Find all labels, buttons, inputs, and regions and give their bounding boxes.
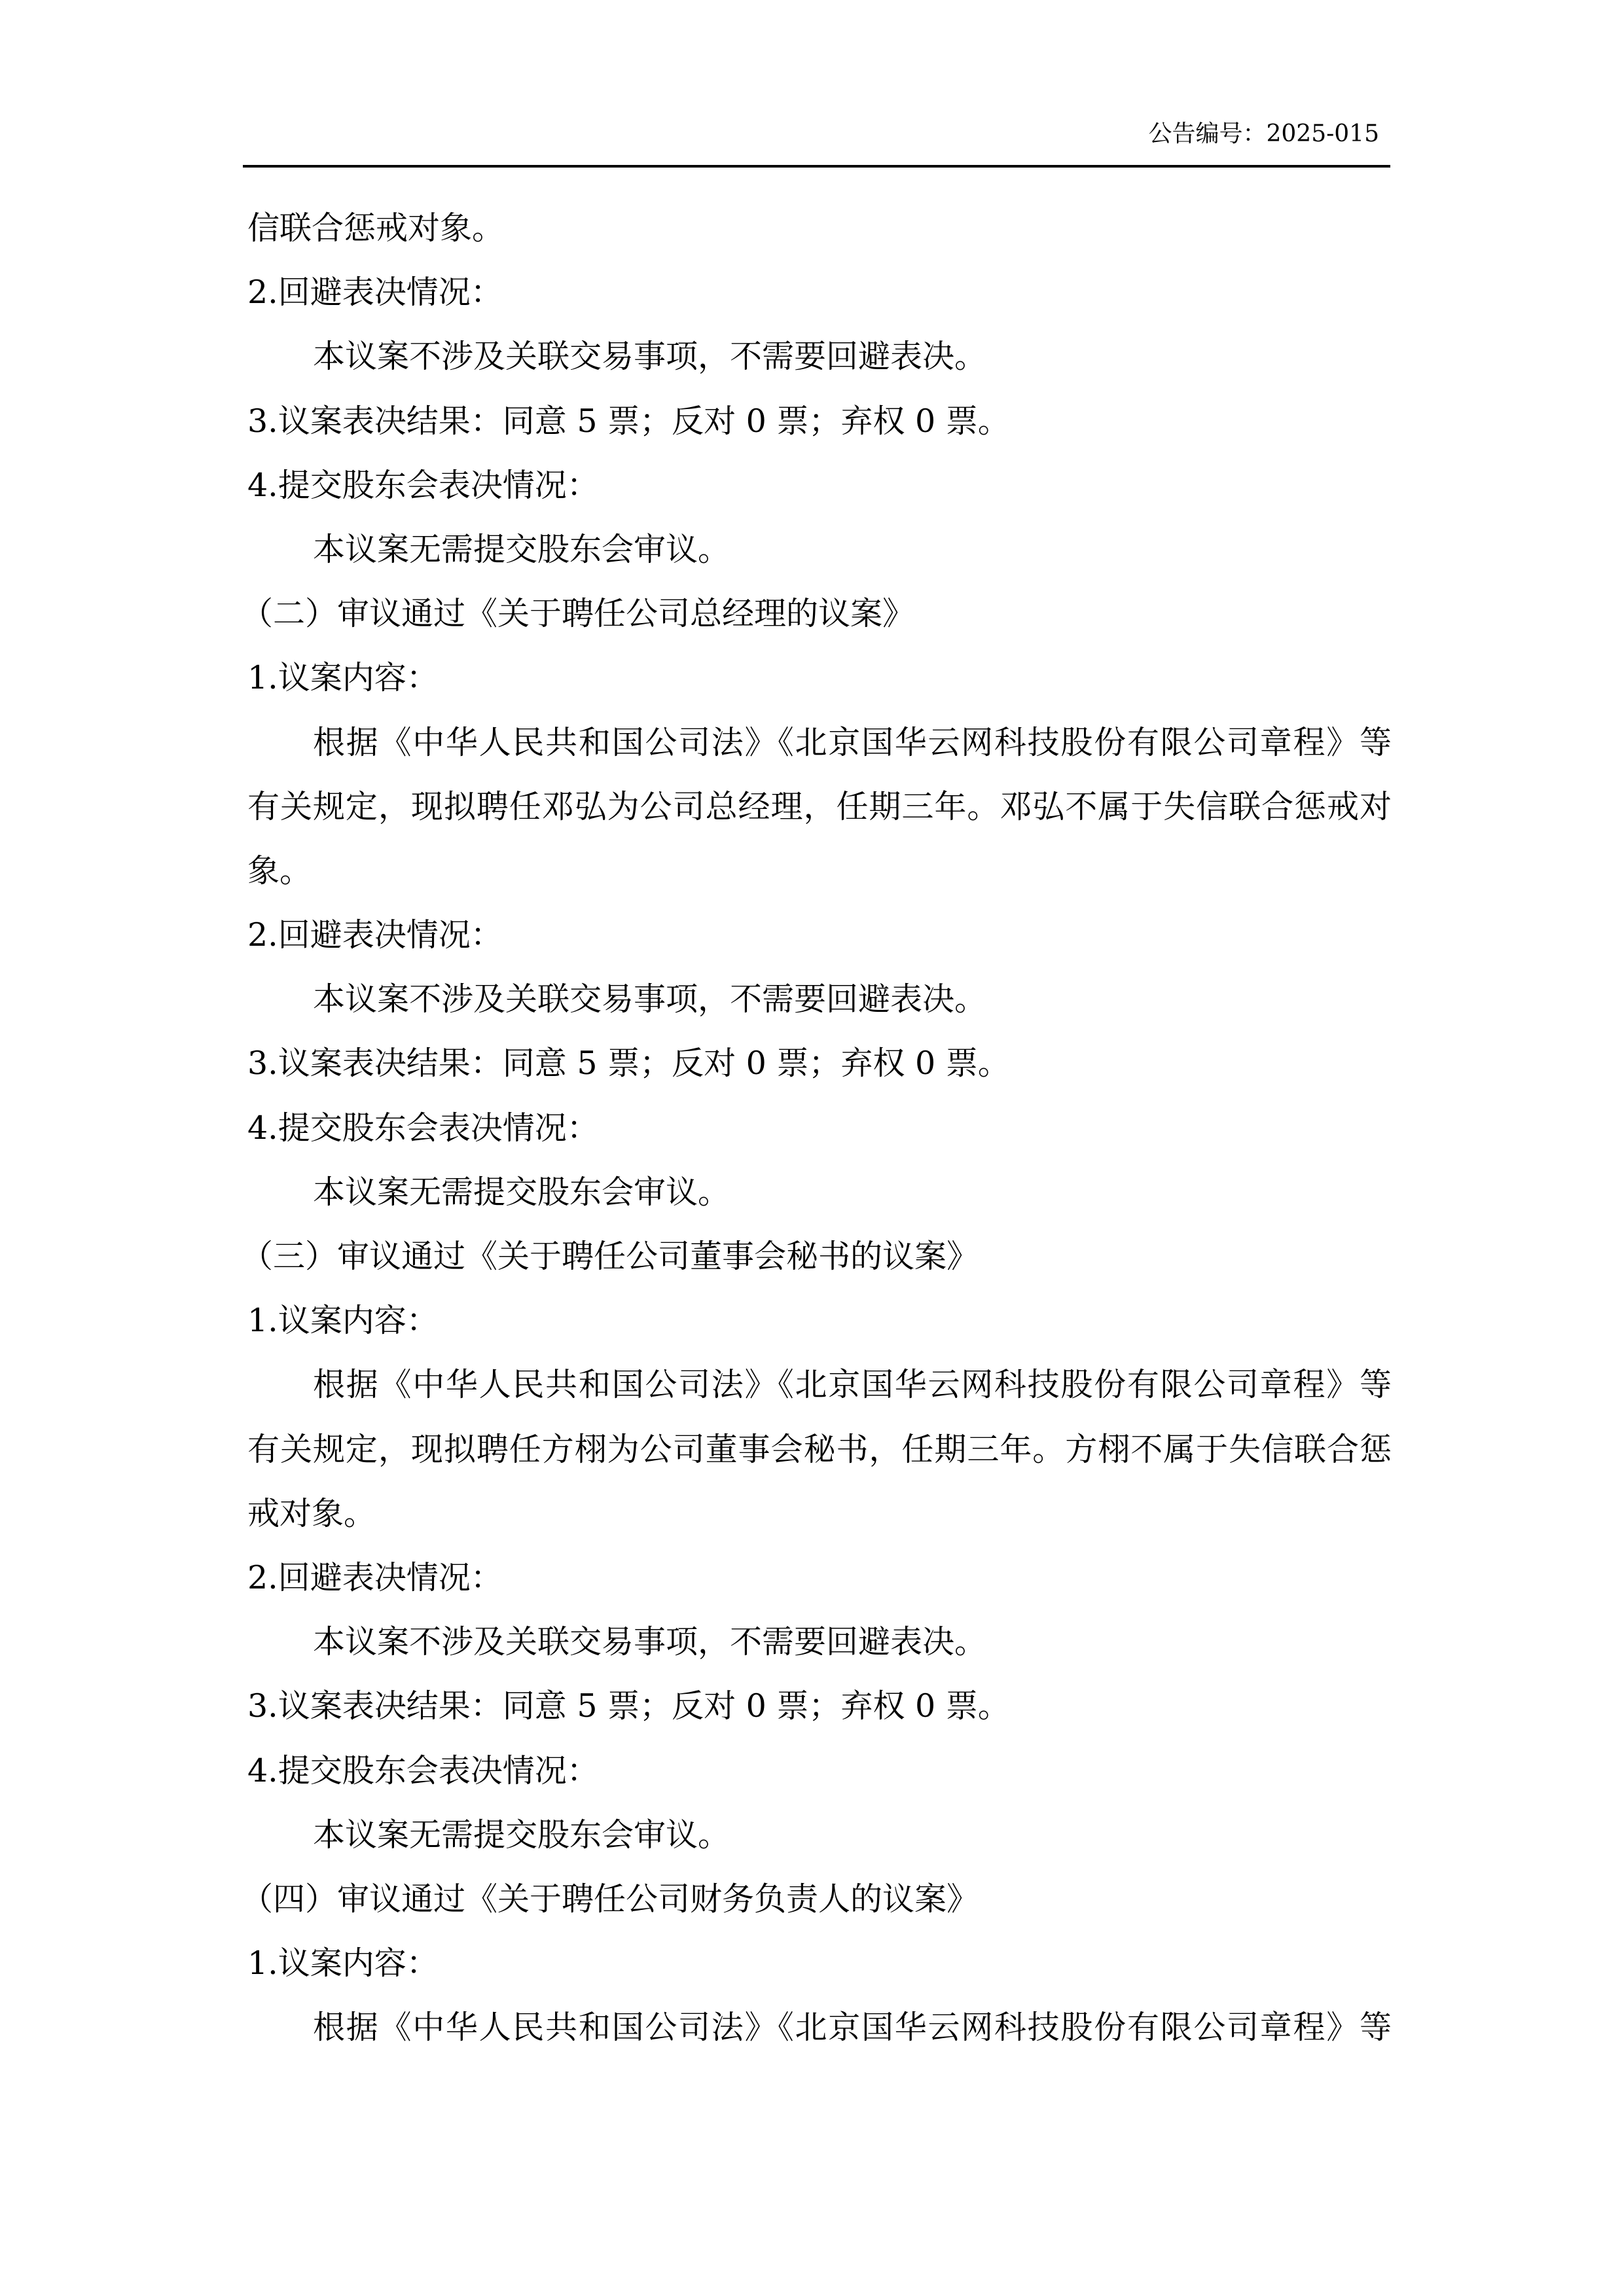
text-line: 3.议案表决结果：同意 5 票；反对 0 票；弃权 0 票。 <box>247 1045 1010 1083</box>
text-line: 本议案无需提交股东会审议。 <box>313 1816 731 1854</box>
text-line: 根据《中华人民共和国公司法》《北京国华云网科技股份有限公司章程》等 <box>313 1366 1392 1404</box>
text-line: 本议案不涉及关联交易事项，不需要回避表决。 <box>313 338 987 376</box>
text-line: 4.提交股东会表决情况： <box>247 1751 599 1789</box>
text-line: 象。 <box>247 852 312 889</box>
section-heading: （四）审议通过《关于聘任公司财务负责人的议案》 <box>241 1880 979 1918</box>
text-line: 3.议案表决结果：同意 5 票；反对 0 票；弃权 0 票。 <box>247 402 1010 440</box>
section-heading: （三）审议通过《关于聘任公司董事会秘书的议案》 <box>241 1238 979 1275</box>
text-line: 本议案无需提交股东会审议。 <box>313 530 731 568</box>
text-line: 有关规定，现拟聘任方栩为公司董事会秘书，任期三年。方栩不属于失信联合惩 <box>247 1430 1392 1468</box>
text-line: 戒对象。 <box>247 1494 376 1532</box>
text-line: 本议案不涉及关联交易事项，不需要回避表决。 <box>313 1623 987 1661</box>
section-heading: （二）审议通过《关于聘任公司总经理的议案》 <box>241 595 915 633</box>
text-line: 1.议案内容： <box>247 1302 439 1340</box>
text-line: 信联合惩戒对象。 <box>247 209 505 247</box>
text-line: 根据《中华人民共和国公司法》《北京国华云网科技股份有限公司章程》等 <box>313 723 1392 761</box>
text-line: 1.议案内容： <box>247 659 439 697</box>
announcement-number: 公告编号：2025-015 <box>1148 120 1379 147</box>
text-line: 4.提交股东会表决情况： <box>247 466 599 504</box>
text-line: 2.回避表决情况： <box>247 274 503 312</box>
text-line: 2.回避表决情况： <box>247 1558 503 1596</box>
text-line: 2.回避表决情况： <box>247 916 503 954</box>
text-line: 3.议案表决结果：同意 5 票；反对 0 票；弃权 0 票。 <box>247 1687 1010 1725</box>
text-line: 有关规定，现拟聘任邓弘为公司总经理，任期三年。邓弘不属于失信联合惩戒对 <box>247 787 1392 825</box>
text-line: 本议案不涉及关联交易事项，不需要回避表决。 <box>313 980 987 1018</box>
text-line: 本议案无需提交股东会审议。 <box>313 1173 731 1211</box>
text-line: 1.议案内容： <box>247 1945 439 1982</box>
text-line: 根据《中华人民共和国公司法》《北京国华云网科技股份有限公司章程》等 <box>313 2009 1392 2047</box>
text-line: 4.提交股东会表决情况： <box>247 1109 599 1147</box>
header-divider <box>243 165 1390 168</box>
document-body <box>241 196 1392 2060</box>
